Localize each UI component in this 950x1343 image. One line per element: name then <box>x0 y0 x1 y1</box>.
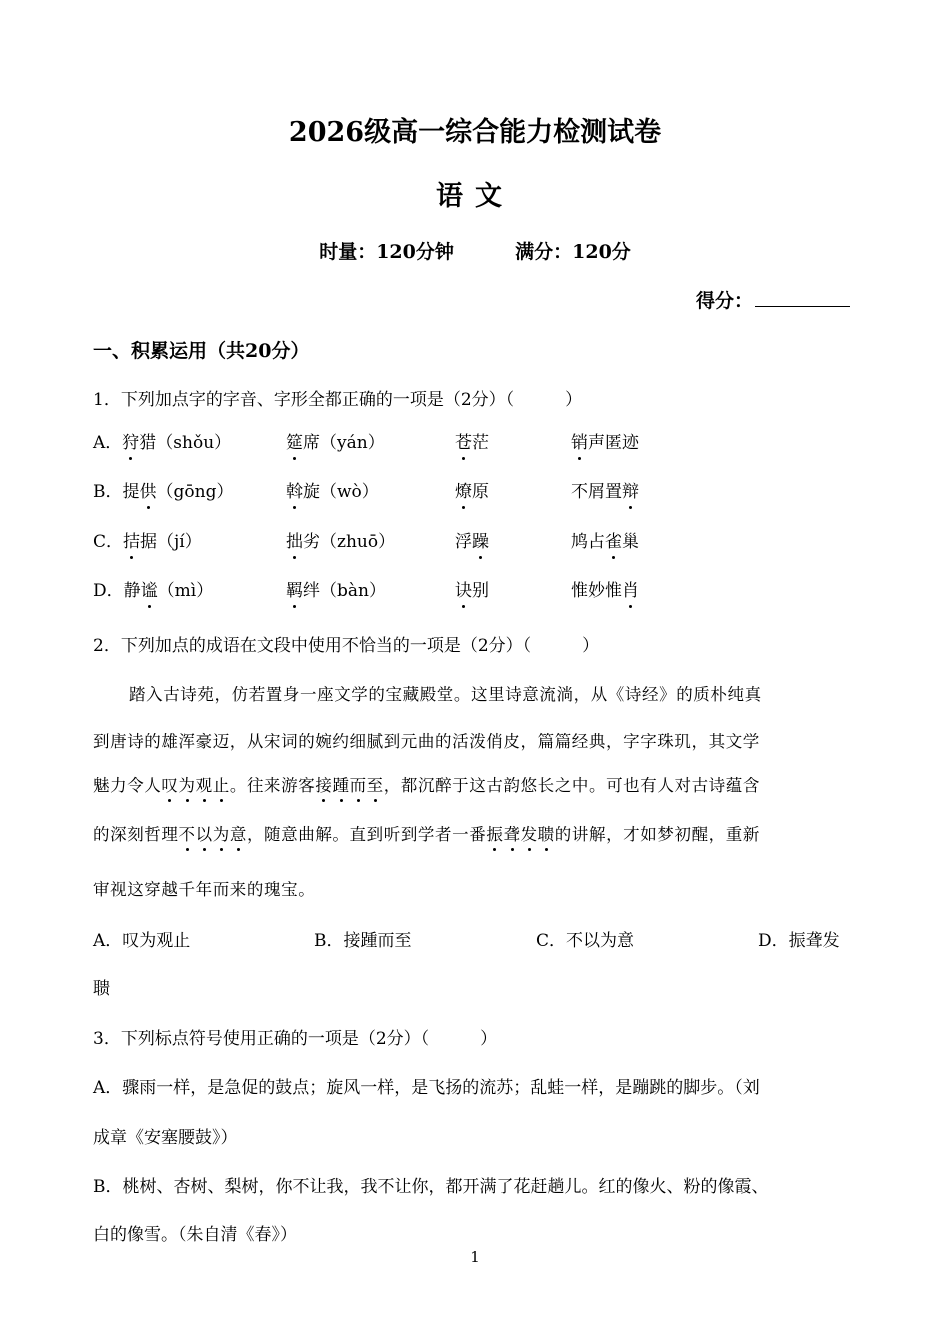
q2-opt-d: D．振聋发 <box>758 931 840 951</box>
q2-opt-a: A．叹为观止 <box>93 931 191 951</box>
q1-opt-a-4: 销声匿迹 <box>571 433 639 453</box>
q2-opt-d-continued: 聩 <box>93 979 110 999</box>
passage-line-4: 的深刻哲理不以为意，随意曲解。直到听到学者一番振聋发聩的讲解，才如梦初醒，重新 <box>93 825 760 844</box>
q1-opt-a-1: A．狩猎（shǒu） <box>93 433 232 453</box>
q3-opt-a-line-2: 成章《安塞腰鼓》） <box>93 1128 238 1148</box>
q1-opt-a-3: 苍茫 <box>455 433 489 453</box>
q1-opt-b-3: 燎原 <box>455 482 489 502</box>
q1-opt-c-1: C．拮据（jí） <box>93 532 202 552</box>
full-score: 满分：120分 <box>515 241 631 263</box>
q1-opt-d-4: 惟妙惟肖 <box>571 581 639 601</box>
q1-opt-b-4: 不屑置辩 <box>571 482 639 502</box>
q1-opt-c-2: 拙劣（zhuō） <box>286 532 396 552</box>
q2-stem: 2．下列加点的成语在文段中使用不恰当的一项是（2分）（ ） <box>93 636 600 656</box>
score-field <box>696 286 850 313</box>
q2-opt-b: B．接踵而至 <box>314 931 412 951</box>
subject-title: 语文 <box>436 181 514 212</box>
q3-stem: 3．下列标点符号使用正确的一项是（2分）（ ） <box>93 1029 498 1049</box>
q1-opt-c-4: 鸠占雀巢 <box>571 532 639 552</box>
q3-opt-b-line-1: B．桃树、杏树、梨树，你不让我，我不让你，都开满了花赶趟儿。红的像火、粉的像霞、 <box>93 1177 769 1197</box>
q1-stem: 1．下列加点字的字音、字形全都正确的一项是（2分）（ ） <box>93 390 583 410</box>
exam-title: 2026级高一综合能力检测试卷 <box>288 117 662 148</box>
q1-opt-d-2: 羁绊（bàn） <box>286 581 386 601</box>
q3-opt-b-line-2: 白的像雪。（朱自清《春》） <box>93 1225 297 1245</box>
passage-line-2: 到唐诗的雄浑豪迈，从宋词的婉约细腻到元曲的活泼俏皮，篇篇经典，字字珠玑，其文学 <box>93 732 760 751</box>
q1-opt-b-1: B．提供（gōng） <box>93 482 234 502</box>
passage-line-5: 审视这穿越千年而来的瑰宝。 <box>93 880 316 899</box>
page-number: 1 <box>470 1248 480 1266</box>
passage-line-1: 踏入古诗苑，仿若置身一座文学的宝藏殿堂。这里诗意流淌，从《诗经》的质朴纯真 <box>129 685 762 704</box>
q1-opt-d-1: D．静谧（mì） <box>93 581 214 601</box>
score-blank <box>755 286 850 307</box>
exam-meta <box>0 237 950 264</box>
q1-opt-b-2: 斡旋（wò） <box>286 482 379 502</box>
q3-opt-a-line-1: A．骤雨一样，是急促的鼓点；旋风一样，是飞扬的流苏；乱蛙一样，是蹦跳的脚步。（刘 <box>93 1078 760 1098</box>
passage-line-3: 魅力令人叹为观止。往来游客接踵而至，都沉醉于这古韵悠长之中。可也有人对古诗蕴含 <box>93 776 760 795</box>
q1-opt-c-3: 浮躁 <box>455 532 489 552</box>
score-label: 得分： <box>696 290 754 312</box>
q2-opt-c: C．不以为意 <box>536 931 635 951</box>
time-limit: 时量：120分钟 <box>319 241 454 263</box>
q1-opt-a-2: 筵席（yán） <box>286 433 385 453</box>
section-1-title: 一、积累运用（共20分） <box>93 340 310 362</box>
q1-opt-d-3: 诀别 <box>455 581 489 601</box>
